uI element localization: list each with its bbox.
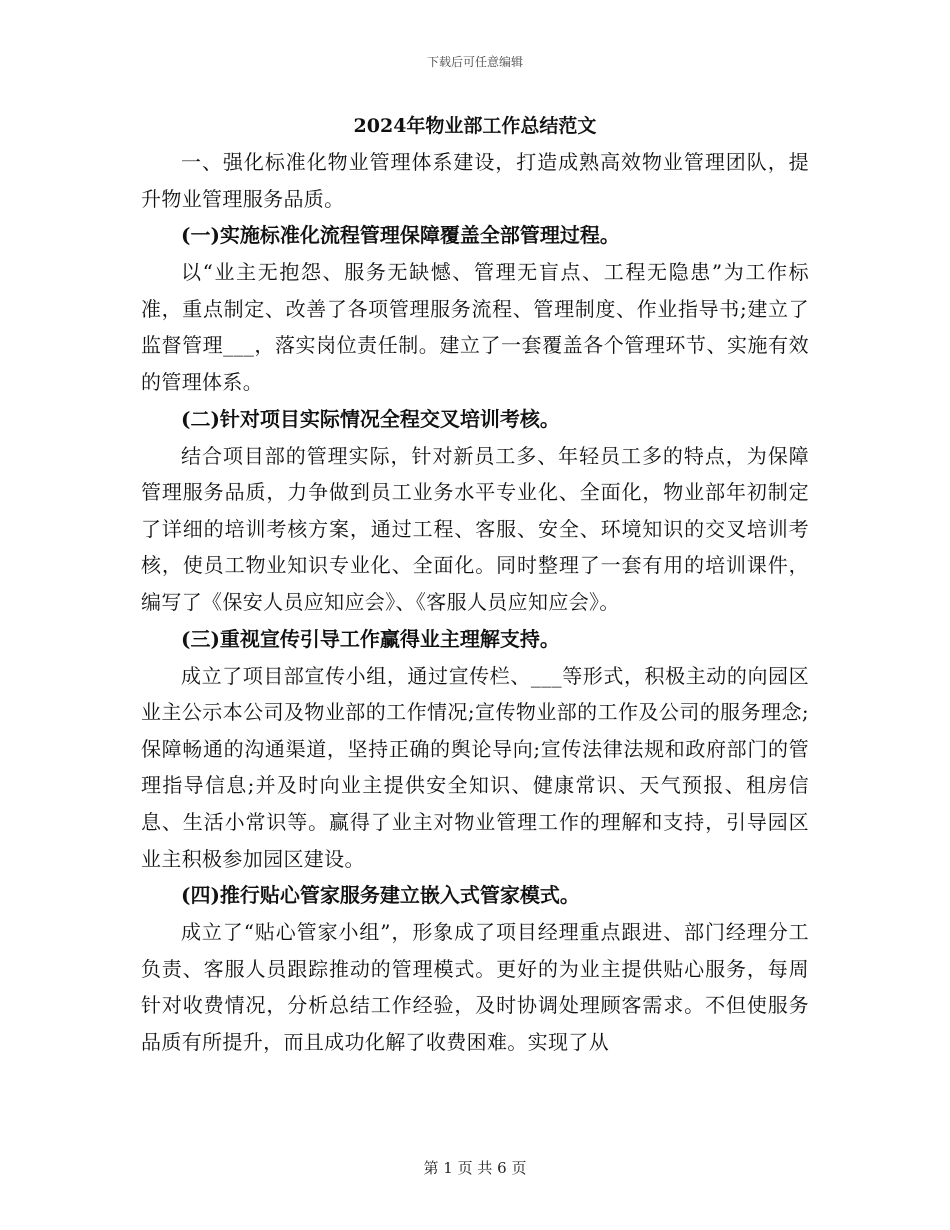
- intro-paragraph: 一、强化标准化物业管理体系建设，打造成熟高效物业管理团队，提升物业管理服务品质。: [141, 150, 809, 211]
- section-body-1: 以“业主无抱怨、服务无缺憾、管理无盲点、工程无隐患”为工作标准，重点制定、改善了各项管理服务流程、管理制度、作业指导书;建立了监督管理___，落实岗位责任制。建立了一套覆盖各个管理环节、实施有效的管理体系。: [141, 260, 809, 394]
- document-title: 2024年物业部工作总结范文: [353, 115, 597, 137]
- section-body-2: 结合项目部的管理实际，针对新员工多、年轻员工多的特点，为保障管理服务品质，力争做到员工业务水平专业化、全面化，物业部年初制定了详细的培训考核方案，通过工程、客服、安全、环境知识的交叉培训考核，使员工物业知识专业化、全面化。同时整理了一套有用的培训课件，编写了《保安人员应知应会》、《客服人员应知应会》。: [141, 443, 809, 614]
- section-heading-2: (二)针对项目实际情况全程交叉培训考核。: [181, 406, 560, 431]
- section-heading-4: (四)推行贴心管家服务建立嵌入式管家模式。: [181, 883, 580, 908]
- page-number: 第 1 页 共 6 页: [423, 1159, 527, 1177]
- section-heading-1: (一)实施标准化流程管理保障覆盖全部管理过程。: [181, 223, 620, 248]
- section-body-4: 成立了“贴心管家小组”，形象成了项目经理重点跟进、部门经理分工负责、客服人员跟踪推动的管理模式。更好的为业主提供贴心服务，每周针对收费情况，分析总结工作经验，及时协调处理顾客需求。不但使服务品质有所提升，而且成功化解了收费困难。实现了从: [141, 920, 809, 1054]
- document-body: [141, 112, 809, 1060]
- section-heading-3: (三)重视宣传引导工作赢得业主理解支持。: [181, 626, 560, 651]
- header-note: 下载后可任意编辑: [426, 55, 523, 69]
- section-body-3: 成立了项目部宣传小组，通过宣传栏、___等形式，积极主动的向园区业主公示本公司及物业部的工作情况;宣传物业部的工作及公司的服务理念;保障畅通的沟通渠道，坚持正确的舆论导向;宣传法律法规和政府部门的管理指导信息;并及时向业主提供安全知识、健康常识、天气预报、租房信息、生活小常识等。赢得了业主对物业管理工作的理解和支持，引导园区业主积极参加园区建设。: [141, 663, 810, 871]
